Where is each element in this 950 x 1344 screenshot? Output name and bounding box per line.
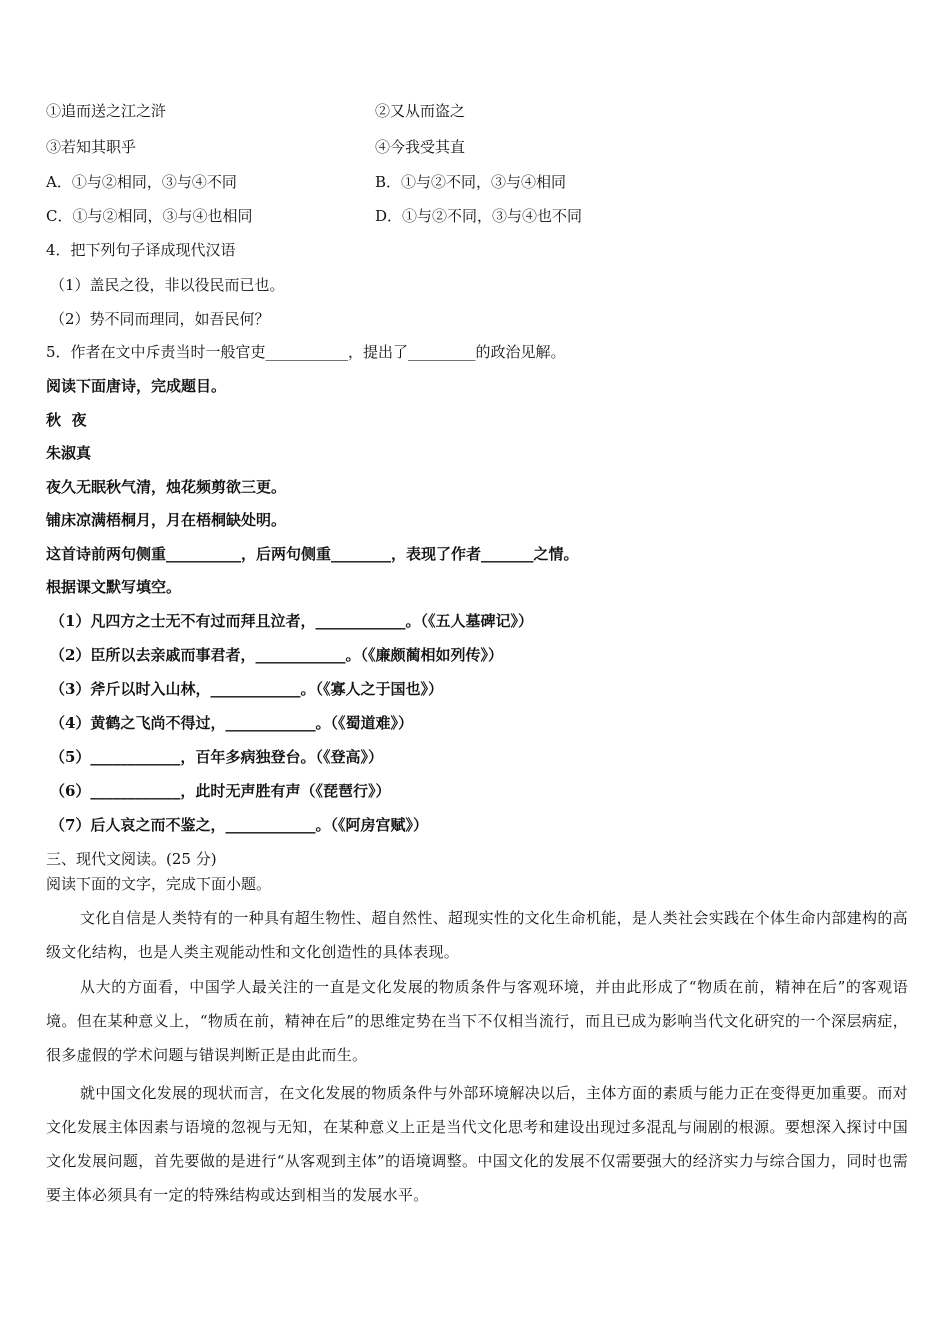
reading-paragraph-2: 从大的方面看，中国学人最关注的一直是文化发展的物质条件与客观环境，并由此形成了“物质在前，精神在后”的客观语境。但在某种意义上，“物质在前，精神在后”的思维定势在当下不仅相当流行，而且已成为影响当代文化研究的一个深层病症，很多虚假的学术问题与错误判断正是由此而生。 — [46, 978, 908, 1064]
reading-paragraph-3: 就中国文化发展的现状而言，在文化发展的物质条件与外部环境解决以后，主体方面的素质与能力正在变得更加重要。而对文化发展主体因素与语境的忽视与无知，在某种意义上正是当代文化思考和建设出现过多混乱与闹剧的根源。要想深入探讨中国文化发展问题，首先要做的是进行“从客观到主体”的语境调整。中国文化的发展不仅需要强大的经济实力与综合国力，同时也需要主体必须具有一定的特殊结构或达到相当的发展水平。 — [46, 1084, 908, 1204]
reading-paragraph-1: 文化自信是人类特有的一种具有超生物性、超自然性、超现实性的文化生命机能，是人类社会实践在个体生命内部建构的高级文化结构，也是人类主观能动性和文化创造性的具体表现。 — [46, 909, 908, 961]
section-3-intro: 阅读下面的文字，完成下面小题。 — [46, 875, 272, 893]
poem-author: 朱淑真 — [46, 444, 92, 462]
q5-question: 5．作者在文中斥责当时一般官吏___________，提出了_________的政治见解。 — [46, 343, 566, 361]
q3-item-4: ④今我受其直 — [375, 138, 466, 156]
poem-title: 秋 夜 — [46, 411, 87, 429]
q4-sentence-1: （1）盖民之役，非以役民而已也。 — [50, 276, 285, 294]
poem-line-1: 夜久无眠秋气清，烛花频剪欲三更。 — [46, 478, 287, 496]
q3-item-2: ②又从而盗之 — [375, 102, 466, 120]
q4-stem: 4．把下列句子译成现代汉语 — [46, 241, 236, 259]
dictation-intro: 根据课文默写填空。 — [46, 578, 182, 596]
dictation-item-7: （7）后人哀之而不鉴之，____________。（《阿房宫赋》） — [50, 816, 428, 834]
q3-item-1: ①追而送之江之浒 — [46, 102, 167, 120]
dictation-item-1: （1）凡四方之士无不有过而拜且泣者，____________。（《五人墓碑记》） — [50, 612, 533, 630]
dictation-item-3: （3）斧斤以时入山林，____________。（《寡人之于国也》） — [50, 680, 443, 698]
q3-option-c: C．①与②相同，③与④也相同 — [46, 207, 253, 225]
poem-line-2: 铺床凉满梧桐月，月在梧桐缺处明。 — [46, 511, 287, 529]
q3-item-3: ③若知其职乎 — [46, 138, 137, 156]
q3-option-a: A．①与②相同，③与④不同 — [46, 173, 237, 191]
section-3-heading: 三、现代文阅读。(25 分) — [46, 850, 217, 868]
q3-option-d: D．①与②不同，③与④也不同 — [375, 207, 583, 225]
dictation-item-2: （2）臣所以去亲戚而事君者，____________。（《廉颇蔺相如列传》） — [50, 646, 503, 664]
dictation-item-4: （4）黄鹤之飞尚不得过，____________。（《蜀道难》） — [50, 714, 413, 732]
dictation-item-6: （6）____________，此时无声胜有声（《琵琶行》） — [50, 782, 391, 800]
poem-intro: 阅读下面唐诗，完成题目。 — [46, 377, 227, 395]
q4-sentence-2: （2）势不同而理同，如吾民何？ — [50, 310, 270, 328]
q3-option-b: B．①与②不同，③与④相同 — [375, 173, 567, 191]
dictation-item-5: （5）____________，百年多病独登台。（《登高》） — [50, 748, 383, 766]
poem-question: 这首诗前两句侧重__________，后两句侧重________，表现了作者_______之情。 — [46, 545, 579, 563]
